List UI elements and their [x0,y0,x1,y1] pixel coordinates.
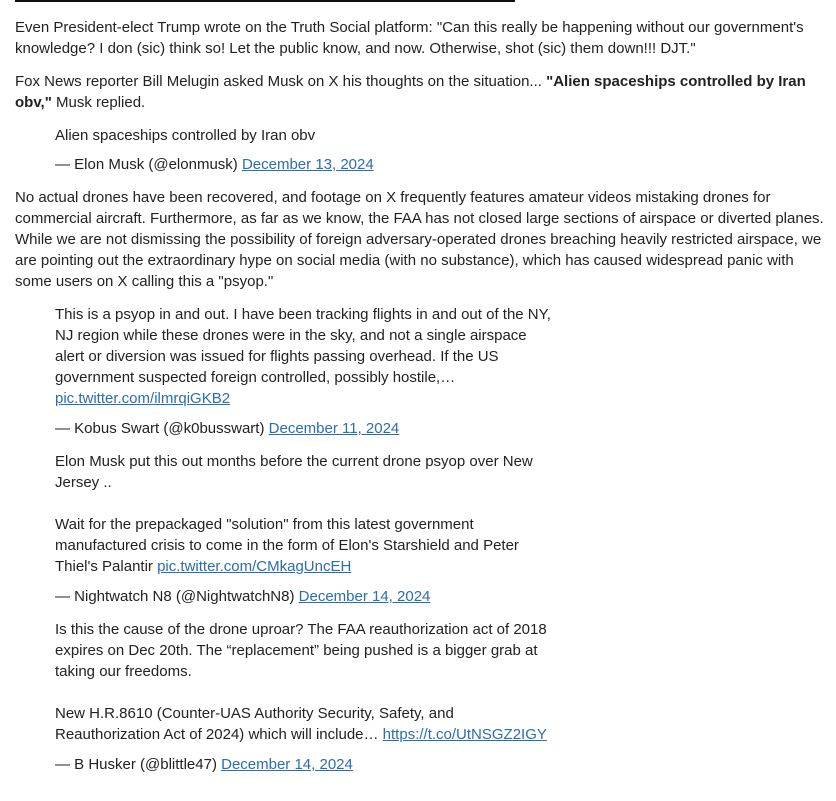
tweet-text-body: Wait for the prepackaged "solution" from this latest government manufactured crisis to come in the form of Elon's Starshield and Peter Thiel's Palantir [55,516,519,575]
tweet-author: — Elon Musk (@elonmusk) [55,156,242,173]
tweet-author: — Nightwatch N8 (@NightwatchN8) [55,588,299,605]
tweet-text-body: New H.R.8610 (Counter-UAS Authority Security, Safety, and Reauthorization Act of 2024) which will include… [55,705,454,743]
tweet-attribution [55,154,555,175]
tweet-author: — Kobus Swart (@k0busswart) [55,420,269,437]
tweet-pic-link[interactable]: pic.twitter.com/ilmrqiGKB2 [55,390,231,407]
paragraph-trump: Even President-elect Trump wrote on the Truth Social platform: "Can this really be happening without our government's knowledge? I don (sic) think so! Let the public know, and now. Otherwise, shot (sic) them down!!! DJT." [15,19,804,57]
tweet-date-link[interactable]: December 14, 2024 [221,756,353,773]
paragraph-drones: No actual drones have been recovered, and footage on X frequently features amateur videos mistaking drones for commercial aircraft. Furthermore, as far as we know, the FAA has not closed large sections of airspace or diverted planes. While we are not dismissing the possibility of foreign adversary-operated drones breaching heavily restricted airspace, we are pointing out the extraordinary hype on social media (with no substance), which has caused widespread panic with some users on X calling this a "psyop." [15,189,824,290]
paragraph-melugin [15,71,833,113]
tweet-text [55,703,555,745]
tweet-attribution [55,586,555,607]
tweet-attribution [55,754,555,775]
tweet-attribution [55,418,555,439]
tweet-embed-musk [55,125,555,175]
tweet-short-link[interactable]: https://t.co/UtNSGZ2IGY [382,726,547,743]
article-body [15,17,833,787]
tweet-text [55,514,555,577]
tweet-text: Elon Musk put this out months before the current drone psyop over New Jersey .. [55,453,533,491]
tweet-embed-husker [55,619,555,775]
tweet-date-link[interactable]: December 14, 2024 [298,588,431,605]
top-divider [15,0,515,2]
paragraph-melugin-tail: Musk replied. [51,94,146,111]
tweet-text: Alien spaceships controlled by Iran obv [55,127,316,144]
tweet-pic-link[interactable]: pic.twitter.com/CMkagUncEH [157,558,352,575]
tweet-date-link[interactable]: December 13, 2024 [241,156,374,173]
tweet-embed-nightwatch [55,451,555,607]
tweet-text-body: This is a psyop in and out. I have been tracking flights in and out of the NY, NJ region while these drones were in the sky, and not a single airspace alert or diversion was issued for flights passing overhead. If the US government suspected foreign controlled, possibly hostile,… [55,306,551,386]
musk-quote-bold: "Alien spaceships controlled by Iran obv," [15,73,806,111]
tweet-author: — B Husker (@blittle47) [55,756,222,773]
tweet-date-link[interactable]: December 11, 2024 [268,420,400,437]
tweet-text [55,304,555,409]
paragraph-melugin-lead: Fox News reporter Bill Melugin asked Musk on X his thoughts on the situation... [15,73,547,90]
tweet-embed-swart [55,304,555,439]
tweet-text: Is this the cause of the drone uproar? The FAA reauthorization act of 2018 expires on Dec 20th. The “replacement” being pushed is a bigger grab at taking our freedoms. [55,621,547,680]
